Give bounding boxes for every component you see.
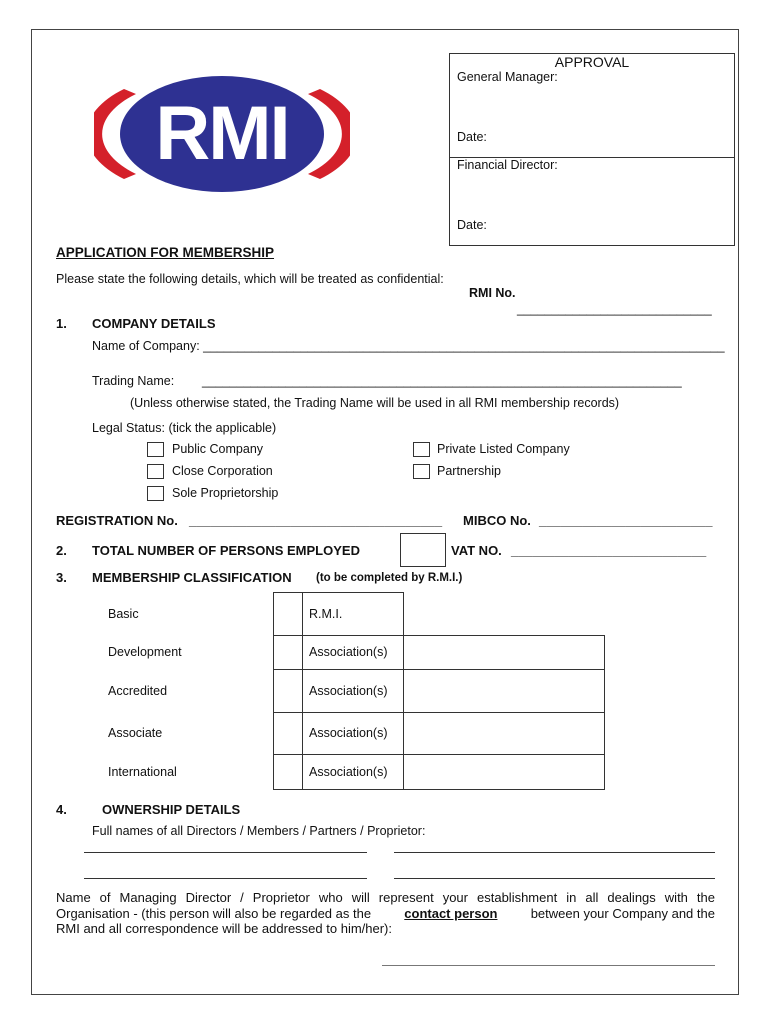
md-text-line-2a: Organisation - (this person will also be regarded as the: [56, 906, 372, 921]
logo-text: RMI: [155, 91, 289, 176]
director-name-line-1[interactable]: [84, 852, 367, 853]
full-names-label: Full names of all Directors / Members / Partners / Proprietor:: [92, 824, 426, 838]
md-text-line-1: Name of Managing Director / Proprietor who will represent your establishment in all dealings with the: [56, 890, 715, 905]
sole-proprietorship-checkbox[interactable]: [147, 486, 164, 501]
close-corporation-checkbox[interactable]: [147, 464, 164, 479]
md-text-line-2: [56, 906, 715, 921]
class-development: Development: [108, 645, 182, 659]
contact-person-text: contact person: [404, 906, 498, 921]
section-3-title: MEMBERSHIP CLASSIFICATION: [92, 570, 292, 585]
md-text-line-2b: between your Company and the: [530, 906, 715, 921]
page-title: APPLICATION FOR MEMBERSHIP: [56, 245, 275, 260]
vat-field[interactable]: ___________________________: [511, 543, 707, 558]
section-3-subtitle: (to be completed by R.M.I.): [316, 572, 463, 584]
approval-title: APPROVAL: [554, 54, 630, 70]
section-2-number: 2.: [56, 543, 67, 558]
rmi-logo: [94, 64, 350, 204]
registration-label: REGISTRATION No.: [56, 513, 178, 528]
intro-text: Please state the following details, which will be treated as confidential:: [56, 272, 444, 286]
gm-date-label: Date:: [457, 130, 487, 144]
director-name-line-3[interactable]: [84, 878, 367, 879]
rmi-no-field[interactable]: ____________________________: [517, 302, 712, 316]
class-international: International: [108, 765, 177, 779]
public-company-checkbox[interactable]: [147, 442, 164, 457]
class-international-label: Association(s): [309, 765, 388, 779]
class-development-label: Association(s): [309, 645, 388, 659]
private-listed-company-checkbox[interactable]: [413, 442, 430, 457]
trading-name-field[interactable]: _____________________________________________________________________: [202, 374, 682, 388]
trading-name-label: Trading Name:: [92, 374, 175, 388]
class-accredited-label: Association(s): [309, 684, 388, 698]
public-company-label: Public Company: [172, 442, 264, 456]
section-2-title: TOTAL NUMBER OF PERSONS EMPLOYED: [92, 543, 360, 558]
trading-name-note: (Unless otherwise stated, the Trading Name will be used in all RMI membership records): [130, 396, 620, 410]
section-1-number: 1.: [56, 316, 67, 331]
financial-director-label: Financial Director:: [457, 158, 558, 172]
rmi-no-label: RMI No.: [469, 286, 516, 300]
section-3-number: 3.: [56, 570, 67, 585]
class-associate-label: Association(s): [309, 726, 388, 740]
section-1-title: COMPANY DETAILS: [92, 316, 216, 331]
section-4-number: 4.: [56, 802, 67, 817]
section-4-title: OWNERSHIP DETAILS: [102, 802, 241, 817]
md-text-line-3: RMI and all correspondence will be addressed to him/her):: [56, 921, 393, 936]
director-name-line-4[interactable]: [394, 878, 715, 879]
fd-date-label: Date:: [457, 218, 487, 232]
legal-status-label: Legal Status: (tick the applicable): [92, 421, 277, 435]
class-basic-label: R.M.I.: [309, 607, 343, 621]
partnership-label: Partnership: [437, 464, 501, 478]
approval-box: [449, 53, 735, 246]
sole-proprietorship-label: Sole Proprietorship: [172, 486, 279, 500]
mibco-label: MIBCO No.: [463, 513, 531, 528]
persons-employed-box[interactable]: [400, 533, 446, 567]
registration-field[interactable]: ___________________________________: [189, 513, 443, 528]
mibco-field[interactable]: ________________________: [539, 513, 713, 528]
class-basic: Basic: [108, 607, 139, 621]
general-manager-label: General Manager:: [457, 70, 558, 84]
private-listed-company-label: Private Listed Company: [437, 442, 570, 456]
director-name-line-2[interactable]: [394, 852, 715, 853]
managing-director-name-line[interactable]: [382, 965, 715, 966]
class-associate: Associate: [108, 726, 163, 740]
company-name-field[interactable]: Name of Company: ___________________________________________________________________________: [92, 339, 725, 353]
partnership-checkbox[interactable]: [413, 464, 430, 479]
close-corporation-label: Close Corporation: [172, 464, 273, 478]
vat-label: VAT NO.: [451, 543, 502, 558]
class-accredited: Accredited: [108, 684, 168, 698]
